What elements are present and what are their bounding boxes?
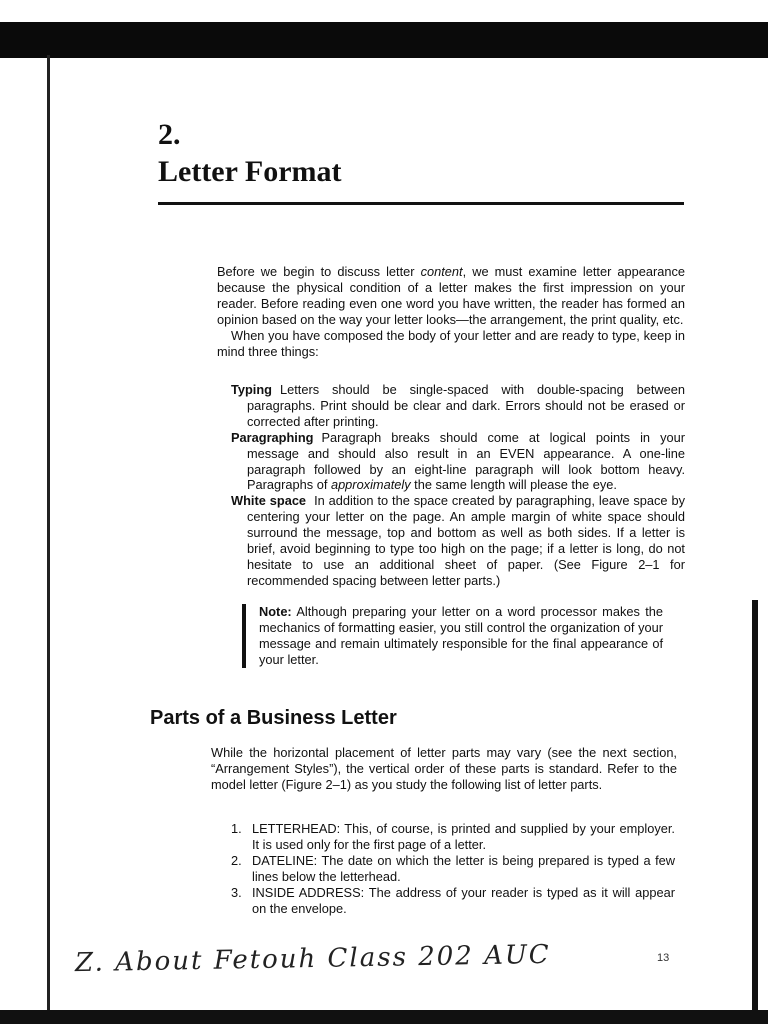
intro-paragraph-1: Before we begin to discuss letter content, we must examine letter appearance because the physical condition of a letter makes the first impression on your reader. Before reading even one word you have written, the reader has formed an opinion based on the way your letter looks—the arrangement, the print quality, etc. bbox=[217, 264, 685, 327]
scan-left-edge bbox=[47, 55, 50, 1015]
term-white-space: White space In addition to the space created by paragraphing, leave space by centering your letter on the page. An ample margin of white space should surround the message, top and bottom as well as both sides. If a letter is brief, avoid beginning to type too high on the page; if a letter is long, do not hesitate to use an additional sheet of paper. (See Figure 2–1 for recommended spacing between letter parts.) bbox=[231, 493, 686, 588]
intro-paragraph-2: When you have composed the body of your letter and are ready to type, keep in mind three things: bbox=[217, 327, 685, 359]
section-intro-paragraph: While the horizontal placement of letter parts may vary (see the next section, “Arrangement Styles”), the vertical order of these parts is standard. Refer to the model letter (Figure 2–1) as you study the following list of letter parts. bbox=[211, 745, 677, 792]
scan-right-edge bbox=[752, 600, 758, 1014]
scan-bottom-edge bbox=[0, 1010, 768, 1024]
format-terms-list bbox=[231, 382, 685, 589]
letter-parts-list bbox=[231, 821, 675, 916]
handwritten-annotation: Z. About Fetouh Class 202 AUC bbox=[74, 939, 551, 979]
chapter-title: Letter Format bbox=[158, 155, 342, 188]
page-number: 13 bbox=[657, 952, 670, 964]
section-heading: Parts of a Business Letter bbox=[150, 707, 397, 729]
scan-top-edge bbox=[0, 22, 768, 58]
term-paragraphing: Paragraphing Paragraph breaks should come at logical points in your message and should also result in an EVEN appearance. A one-line paragraph followed by an eight-line paragraph will look bottom heavy. Paragraphs of approximately the same length will please the eye. bbox=[231, 429, 685, 493]
title-rule bbox=[158, 202, 684, 205]
section-intro bbox=[211, 745, 677, 793]
chapter-number: 2. bbox=[158, 118, 181, 151]
note-label: Note: bbox=[259, 604, 292, 619]
list-item: 1. LETTERHEAD: This, of course, is printed and supplied by your employer. It is used only for the first page of a letter. bbox=[231, 821, 675, 852]
list-item: 3. INSIDE ADDRESS: The address of your reader is typed as it will appear on the envelope. bbox=[231, 884, 675, 916]
note-box bbox=[242, 604, 663, 668]
list-item: 2. DATELINE: The date on which the letter is being prepared is typed a few lines below the letterhead. bbox=[231, 852, 675, 884]
term-typing: Typing Letters should be single-spaced with double-spacing between paragraphs. Print should be clear and dark. Errors should not be erased or corrected after printing. bbox=[231, 382, 685, 429]
note-text: Although preparing your letter on a word processor makes the mechanics of formatting easier, you still control the organization of your message and remain ultimately responsible for the final appearance of your letter. bbox=[259, 604, 663, 667]
intro-section bbox=[217, 264, 685, 359]
